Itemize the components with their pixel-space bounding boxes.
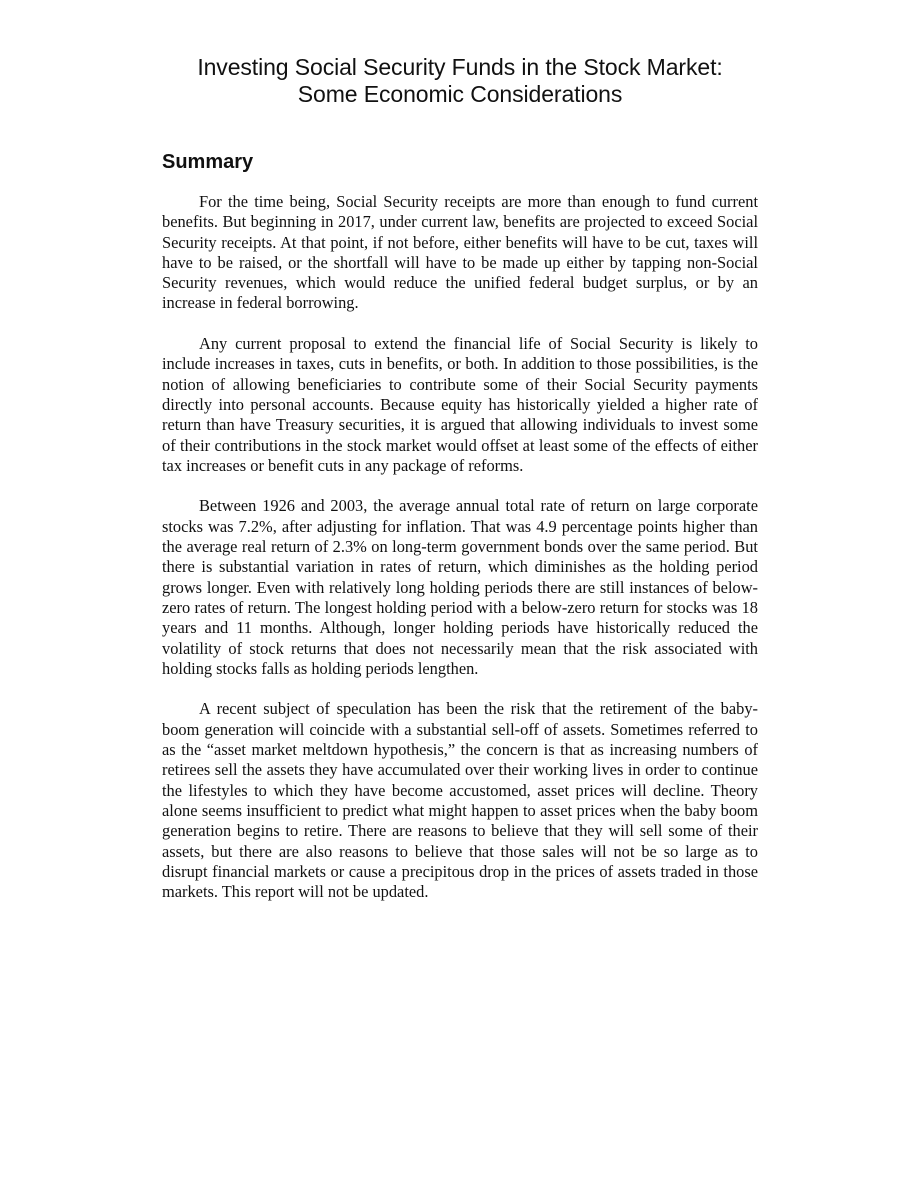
summary-paragraph-2: Any current proposal to extend the financial life of Social Security is likely to include increases in taxes, cuts in benefits, or both. In addition to those possibilities, is the notion of allowing beneficiaries to contribute some of their Social Security payments directly into personal accounts. Because equity has historically yielded a higher rate of return than have Treasury securities, it is argued that allowing individuals to invest some of their contributions in the stock market would offset at least some of the effects of either tax increases or benefit cuts in any package of reforms. xyxy=(162,334,758,475)
summary-paragraph-4: A recent subject of speculation has been the risk that the retirement of the baby-boom generation will coincide with a substantial sell-off of assets. Sometimes referred to as the “asset market meltdown hypothesis,” the concern is that as increasing numbers of retirees sell the assets they have accumulated over their working lives in order to continue the lifestyles to which they have become accustomed, asset prices will decline. Theory alone seems insufficient to predict what might happen to asset prices when the baby boom generation begins to retire. There are reasons to believe that they will sell some of their assets, but there are also reasons to believe that those sales will not be so large as to disrupt financial markets or cause a precipitous drop in the prices of assets traded in those markets. This report will not be updated. xyxy=(162,699,758,902)
summary-paragraph-3: Between 1926 and 2003, the average annual total rate of return on large corporate stocks was 7.2%, after adjusting for inflation. That was 4.9 percentage points higher than the average real return of 2.3% on long-term government bonds over the same period. But there is substantial variation in rates of return, which diminishes as the holding period grows longer. Even with relatively long holding periods there are still instances of below-zero rates of return. The longest holding period with a below-zero return for stocks was 18 years and 11 months. Although, longer holding periods have historically reduced the volatility of stock returns that does not necessarily mean that the risk associated with holding stocks falls as holding periods lengthen. xyxy=(162,496,758,678)
section-heading-summary: Summary xyxy=(162,151,254,173)
document-page xyxy=(162,54,758,923)
document-title xyxy=(162,54,758,108)
title-line-1: Investing Social Security Funds in the Stock Market: xyxy=(197,54,723,80)
summary-paragraph-1: For the time being, Social Security receipts are more than enough to fund current benefits. But beginning in 2017, under current law, benefits are projected to exceed Social Security receipts. At that point, if not before, either benefits will have to be cut, taxes will have to be raised, or the shortfall will have to be made up either by tapping non-Social Security revenues, which would reduce the unified federal budget surplus, or by an increase in federal borrowing. xyxy=(162,192,758,313)
title-line-2: Some Economic Considerations xyxy=(297,81,623,107)
